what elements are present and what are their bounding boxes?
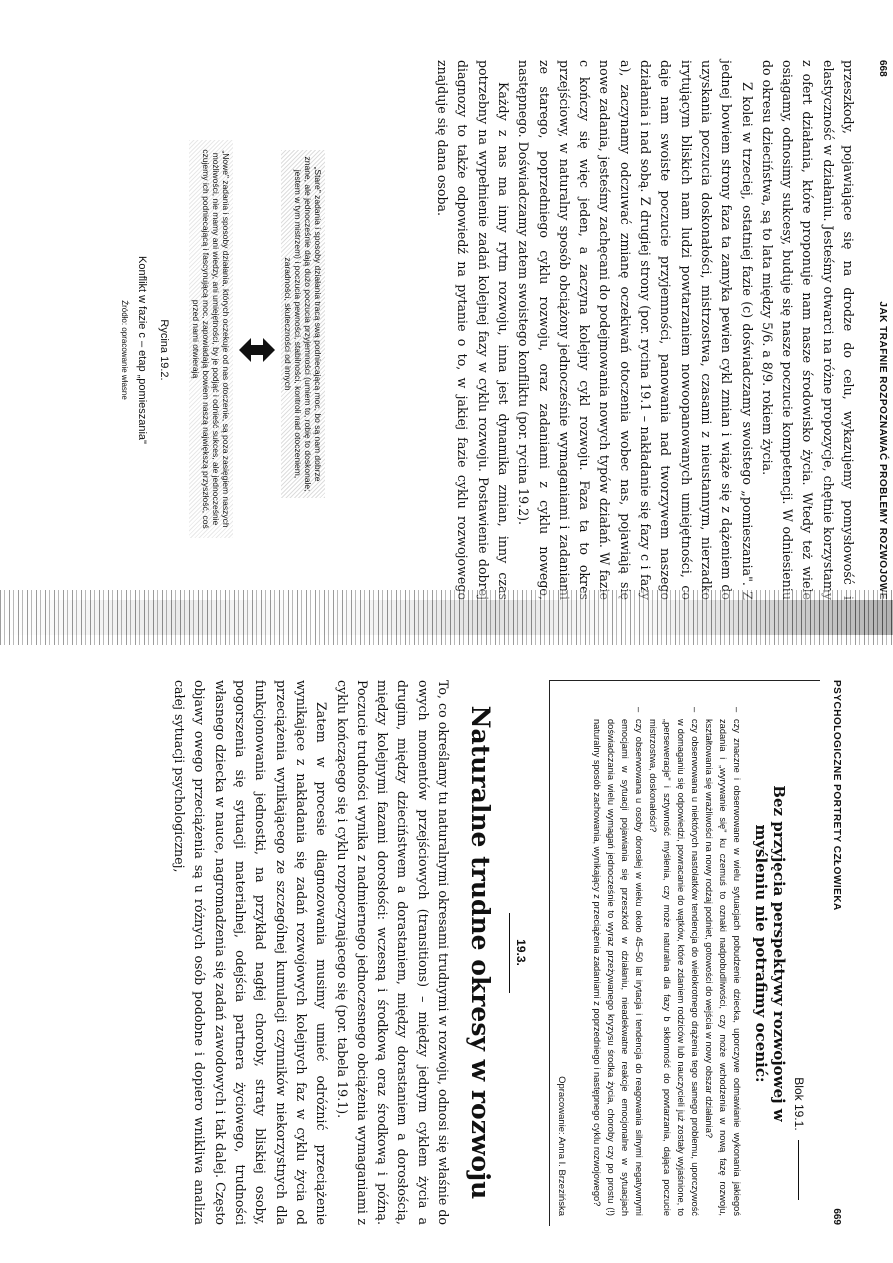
top-page-header bbox=[872, 60, 888, 600]
figure-source: Źródło: opracowanie własne bbox=[120, 300, 129, 400]
section-heading bbox=[466, 680, 528, 1225]
figure-19-2 bbox=[5, 140, 325, 560]
paragraph-2: Z kolei w trzeciej, ostatniej fazie (c) doświadczamy swoistego „pomieszania". Z jednej bowiem strony faza ta zamyka pewien cykl zmian i wiąże się z dążeniem do uzyskania poczucia doskonałości, mistrzostwa, czasami z nieustannym, nierzadko irytującym bliskich nam ludzi powtarzaniem nowoopanowanych umiejętności, co daje nam swoiste poczucie przyjemności, panowania nad tworzywem naszego działania i nad sobą. Z drugiej strony (por. rycina 19.1 – nakładanie się fazy c i fazy a), zaczynamy odczuwać zmianę oczekiwań otoczenia wobec nas, pojawiają się nowe zadania, jesteśmy zachęcani do podejmowania nowych typów działań. W fazie c kończy się więc jeden, a zaczyna kolejny cykl rozwoju. Faza ta to okres przejściowy, w naturalny sposób obciążony jednocześnie wymaganiami i zadaniami ze starego, poprzedniego cyklu rozwoju, oraz zadaniami z cyklu nowego, następnego. Doświadczamy zatem swoistego konfliktu (por. rycina 19.2). bbox=[516, 60, 755, 600]
running-header-top: JAK TRAFNIE ROZPOZNAWAĆ PROBLEMY ROZWOJOWE bbox=[877, 301, 888, 600]
paragraph-5: Zatem w procesie diagnozowania musimy umieć odróżnić przeciążenie wynikające z nakładania się zadań rozwojowych kolejnych faz w cyklu życia od przeciążenia wynikającego ze szczególnej kumulacji czynników niekorzystnych dla funkcjonowania jednostki, na przykład nagłej choroby, straty bliskiej osoby, pogorszenia się sytuacji materialnej, odejścia partnera życiowego, trudności własnego dziecka w nauce, nagromadzenia się zadań zawodowych i tak dalej. Często objawy owego przeciążenia są u różnych osób podobne i dopiero wnikliwa analiza całej sytuacji psychologicznej, bbox=[172, 680, 330, 1225]
block-rule bbox=[798, 1140, 799, 1200]
block-19-1 bbox=[549, 680, 820, 1226]
block-credit: Opracowanie: Anna I. Brzezińska bbox=[556, 1076, 567, 1216]
bottom-page-header bbox=[826, 680, 842, 1225]
spine-noise bbox=[0, 590, 893, 645]
double-arrow-icon bbox=[237, 320, 277, 380]
section-title: Naturalne trudne okresy w rozwoju bbox=[466, 705, 495, 1200]
figure-box-new: „Nowe" zadania i sposoby działania, których oczekuje od nas otoczenie, są poza zasięgiem naszych możliwości, nie mamy ani wiedzy, ani umiejętności, by je podjąć i odnieść sukces, ale jednocześnie czujemy ich podniecającą i fascynującą moc, zapowiadają bowiem naszą największą przyszłość, coś przed nami otwierają bbox=[189, 140, 233, 538]
block-list bbox=[590, 705, 744, 1216]
block-label: Blok 19.1. bbox=[792, 1077, 806, 1131]
top-page-body bbox=[432, 60, 858, 600]
bottom-page-body bbox=[169, 680, 453, 1225]
running-header-bottom: PSYCHOLOGICZNE PORTRETY CZŁOWIEKA bbox=[831, 680, 842, 911]
figure-label: Rycina 19.2. bbox=[158, 319, 170, 381]
paragraph-3: Każdy z nas ma inny rytm rozwoju, inna jest dynamika zmian, inny czas potrzebny na wypełnienie zadań kolejnej fazy w cyklu rozwoju. Postawienie dobrej diagnozy to także odpowiedź na pytanie o to, w jakiej fazie cyklu rozwojowego znajduje się dana osoba. bbox=[435, 60, 511, 600]
page-number-668: 668 bbox=[877, 60, 888, 77]
figure-box-old: „Stare" zadania i sposoby działania tracą swą podniecającą moc, bo są nam dobrze znane, ale jednocześnie dają dużo poczucia przyjemności (umiem to, robię to doskonale; jestem w tym mistrzem) i poczucia pewności, stabilności, kontroli nad otoczeniem, zaradności, skuteczności od innych bbox=[281, 150, 325, 498]
page-number-669: 669 bbox=[831, 1208, 842, 1225]
paragraph-4: To, co określamy tu naturalnymi okresami trudnymi w rozwoju, odnosi się właśnie do owych momentów przejściowych (transitions) – między jednym cyklem życia a drugim, między dzieciństwem a dorastaniem, między dorastaniem a dorosłością, między kolejnymi fazami dorosłości: wczesną i środkową oraz środkową i późną. Poczucie trudności wynika z nadmiernego jednoczesnego obciążenia wymaganiami z cyklu kończącego się i cyklu rozpoczynającego się (por. tabela 19.1). bbox=[334, 680, 451, 1225]
section-number: 19.3. bbox=[514, 939, 528, 966]
block-item: – czy obserwowana u osoby dorosłej w wieku około 45–50 lat irytacja i tendencja do reagowania silnymi negatywnymi emocjami w sytuacji pojawiania się przeszkód w działaniu, nieadekwatne reakcje emocjonalne w sytuacjach doświadczania wielu wymagań jednocześnie to wyraz przeżywanego kryzysu środka życia, choroby czy po prostu (!) naturalny sposób zachowania, wynikający z przeciążenia zadaniami z poprzedniego i następnego cyklu rozwojowego? bbox=[590, 719, 646, 1216]
bottom-page bbox=[38, 680, 842, 1225]
block-title: Bez przyjęcia perspektywy rozwojowej w myśleniu nie potrafimy ocenić: bbox=[752, 785, 788, 1122]
paragraph-1: przeszkody, pojawiające się na drodze do celu, wykazujemy pomysłowość i elastyczność w działaniu. Jesteśmy otwarci na różne propozycje, chętnie korzystamy z ofert działania, które proponuje nam nasze środowisko życia. Wtedy też wiele osiągamy, odnosimy sukcesy, buduje się nasze poczucie kompetencji. W odniesieniu do okresu dzieciństwa, są to lata między 5/6. a 8/9. rokiem życia. bbox=[759, 60, 856, 600]
block-item: – czy obserwowana u niektórych nastolatków tendencja do wielokrotnego drążenia tego samego problemu, uporczywość w domaganiu się odpowiedzi, powracanie do wątków, które zdaniem rodziców lub nauczycieli już zostały wyjaśnione, to „perseweracje" i sztywność myślenia, czy może naturalna dla fazy b skłonność do powtarzania, dająca poczucie mistrzostwa, doskonałości? bbox=[646, 719, 702, 1216]
block-item: – czy znaczne i obserwowane w wielu sytuacjach pobudzenie dziecka, uporczywe odmawianie wykonania jakiegoś zadania i „wyrywanie się" ku czemuś to oznaki nadpobudliwości, czy może wchodzenia w nową fazę rozwoju, kształtowania się wrażliwości na nowy rodzaj podniet, gotowości do wejścia w nowy obszar działania? bbox=[702, 719, 744, 1216]
figure-caption: Konflikt w fazie c – etap „pomieszania" bbox=[136, 256, 148, 444]
